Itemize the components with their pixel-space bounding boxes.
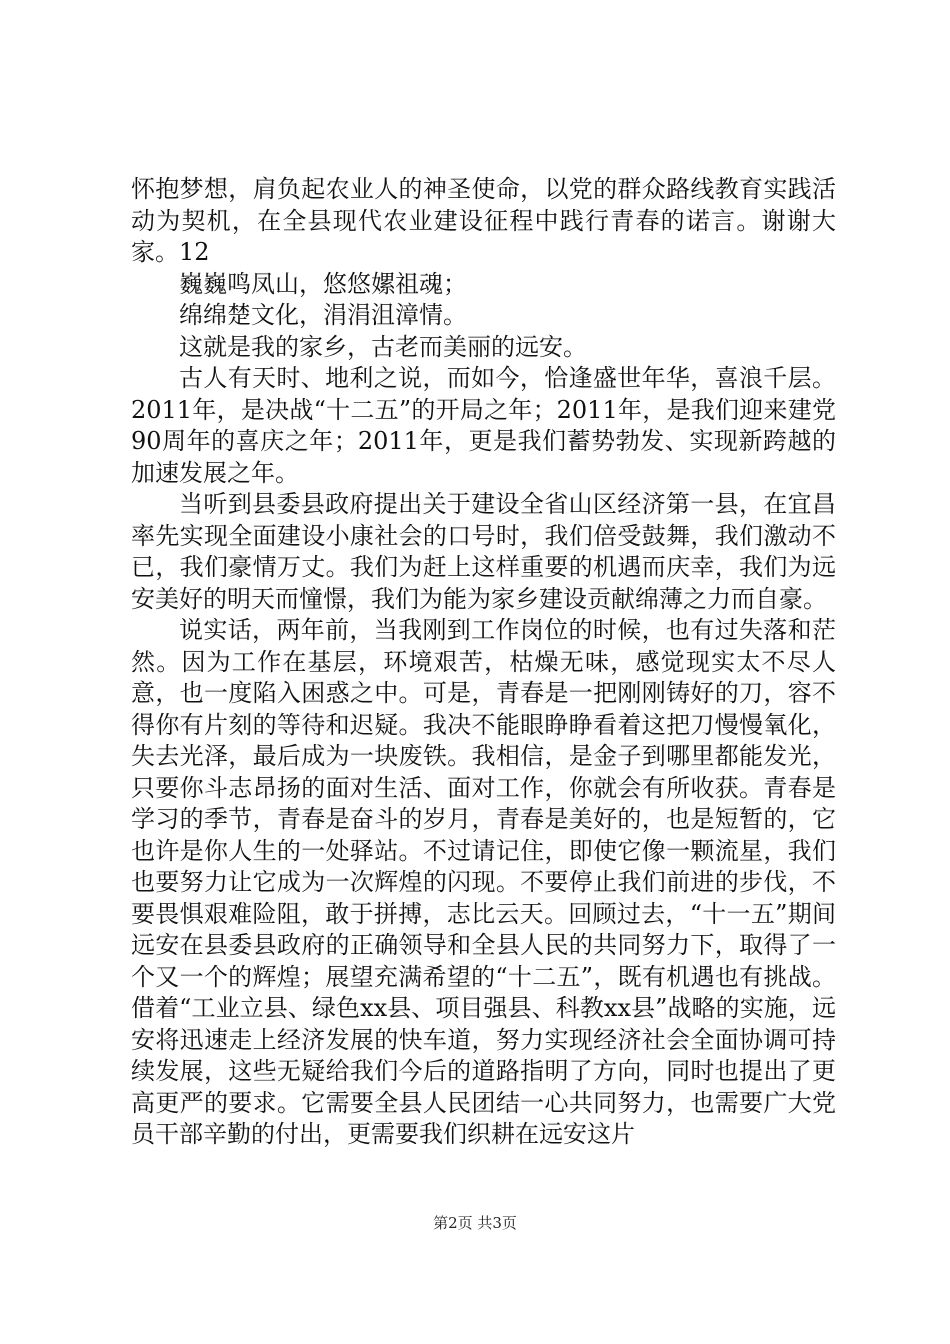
paragraph-5: 古人有天时、地利之说，而如今，恰逢盛世年华，喜浪千层。2011年，是决战“十二五”的开局之年；2011年，是我们迎来建党90周年的喜庆之年；2011年，更是我们蓄势勃发、实现新跨越的加速发展之年。	[131, 364, 836, 487]
paragraph-4: 这就是我的家乡，古老而美丽的远安。	[179, 332, 587, 361]
paragraph-7: 说实话，两年前，当我刚到工作岗位的时候，也有过失落和茫然。因为工作在基层，环境艰苦，枯燥无味，感觉现实太不尽人意，也一度陷入困惑之中。可是，青春是一把刚刚铸好的刀，容不得你有片刻的等待和迟疑。我决不能眼睁睁看着这把刀慢慢氧化，失去光泽，最后成为一块废铁。我相信，是金子到哪里都能发光，只要你斗志昂扬的面对生活、面对工作，你就会有所收获。青春是学习的季节，青春是奋斗的岁月，青春是美好的，也是短暂的，它也许是你人生的一处驿站。不过请记住，即使它像一颗流星，我们也要努力让它成为一次辉煌的闪现。不要停止我们前进的步伐，不要畏惧艰难险阻，敢于拼搏，志比云天。回顾过去，“十一五”期间远安在县委县政府的正确领导和全县人民的共同努力下，取得了一个又一个的辉煌；展望充满希望的“十二五”，既有机遇也有挑战。借着“工业立县、绿色xx县、项目强县、科教xx县”战略的实施，远安将迅速走上经济发展的快车道，努力实现经济社会全面协调可持续发展，这些无疑给我们今后的道路指明了方向，同时也提出了更高更严的要求。它需要全县人民团结一心共同努力，也需要广大党员干部辛勤的付出，更需要我们织耕在远安这片	[131, 616, 836, 1148]
paragraph-1: 怀抱梦想，肩负起农业人的神圣使命，以党的群众路线教育实践活动为契机，在全县现代农业建设征程中践行青春的诺言。谢谢大家。12	[131, 175, 836, 266]
document-body	[131, 174, 836, 1151]
page-number-footer: 第2页 共3页	[433, 1214, 517, 1232]
paragraph-6: 当听到县委县政府提出关于建设全省山区经济第一县，在宜昌率先实现全面建设小康社会的口号时，我们倍受鼓舞，我们激动不已，我们豪情万丈。我们为赶上这样重要的机遇而庆幸，我们为远安美好的明天而憧憬，我们为能为家乡建设贡献绵薄之力而自豪。	[131, 490, 836, 613]
paragraph-3: 绵绵楚文化，涓涓沮漳情。	[179, 301, 467, 329]
paragraph-2: 巍巍鸣凤山，悠悠嫘祖魂；	[179, 269, 467, 298]
